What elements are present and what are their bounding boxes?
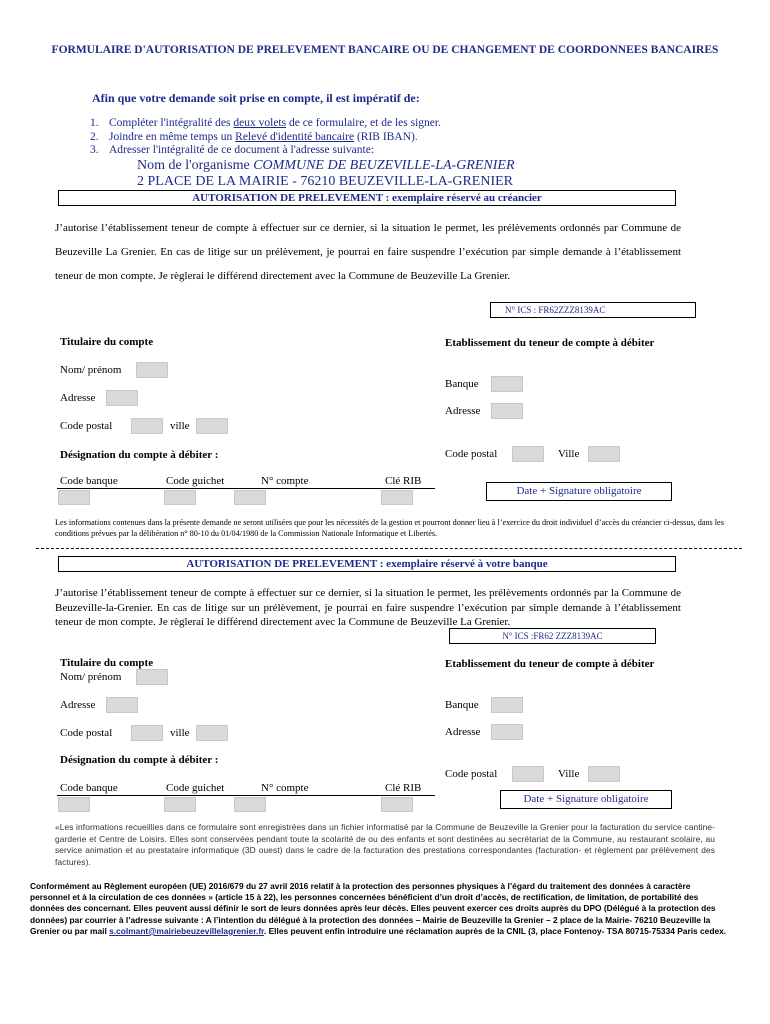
step-2-text: Joindre en même temps un <box>109 130 236 143</box>
creditor-ics-box: N° ICS : FR62ZZZ8139AC <box>490 302 696 318</box>
bank-bank-field[interactable] <box>491 697 523 713</box>
creditor-signature-box[interactable]: Date + Signature obligatoire <box>486 482 672 501</box>
bank-rib-branch-field[interactable] <box>164 797 196 812</box>
creditor-rib-line <box>57 488 435 489</box>
creditor-name-field[interactable] <box>136 362 168 378</box>
creditor-bank-postal-label: Code postal <box>445 448 498 460</box>
creditor-rib-branch-field[interactable] <box>164 490 196 505</box>
cut-line <box>36 548 742 549</box>
creditor-authorization-text: J’autorise l’établissement teneur de compte à effectuer sur ce dernier, si la situation le permet, les prélèvements ordonnés par Commune de Beuzeville La Grenier. En cas de litige sur un prélèvement, je pourrai en faire suspendre l’exécution par simple demande à l’établissement teneur de mon compte. Je règlerai le différend directement avec la Commune de Beuzeville La Grenier. <box>55 222 681 282</box>
organisation-label: Nom de l'organisme <box>137 158 254 173</box>
step-1-num: 1. <box>90 117 99 129</box>
creditor-rib-key-field[interactable] <box>381 490 413 505</box>
gdpr-text-end: . Elles peuvent enfin introduire une réclamation auprès de la CNIL (3, place Fontenoy- TSA 80715-75334 Paris cedex. <box>263 925 727 936</box>
bank-bank-city-label: Ville <box>558 768 580 780</box>
bank-name-label: Nom/ prénom <box>60 671 122 683</box>
gdpr-notice <box>30 881 730 937</box>
bank-city-label: ville <box>170 727 190 739</box>
dpo-email-link[interactable]: s.colmant@mairiebeuzevillelagrenier.fr <box>109 925 264 936</box>
bank-signature-box[interactable]: Date + Signature obligatoire <box>500 790 672 809</box>
bank-bank-address-label: Adresse <box>445 726 481 738</box>
privacy-notice: «Les informations recueillies dans ce formulaire sont enregistrées dans un fichier informatisé par la Commune de Beuzeville la Grenier pour la facturation du service cantine-garderie et Centre de Loisirs. Elles sont conservées pendant toute la scolarité de ou des enfants et sont destinées au secrétariat de la Commune, au restaurant scolaire, au service animation et au prestataire informatique (3D ouest) dans le cadre de la facturation des prestations correspondantes (facturation- et règlement par prélèvement des factures). <box>55 822 715 867</box>
step-1-text-end: de ce formulaire, et de les signer. <box>286 117 441 129</box>
bank-address-field[interactable] <box>106 697 138 713</box>
step-1-underlined: deux volets <box>233 117 287 129</box>
bank-designation: Désignation du compte à débiter : <box>60 754 219 766</box>
creditor-rib-key-label: Clé RIB <box>385 475 422 487</box>
bank-ics-box: N° ICS :FR62 ZZZ8139AC <box>449 628 656 644</box>
form-title: FORMULAIRE D'AUTORISATION DE PRELEVEMENT BANCAIRE OU DE CHANGEMENT DE COORDONNEES BANCAIRES <box>51 44 719 56</box>
creditor-bank-label: Banque <box>445 378 479 390</box>
bank-rib-account-field[interactable] <box>234 797 266 812</box>
bank-bank-title: Etablissement du teneur de compte à débiter <box>445 658 655 670</box>
instruction-steps <box>90 117 441 158</box>
bank-holder-title: Titulaire du compte <box>60 657 154 669</box>
step-3-text: Adresser l'intégralité de ce document à l'adresse suivante: <box>109 144 375 156</box>
creditor-section-header: AUTORISATION DE PRELEVEMENT : exemplaire réservé au créancier <box>58 190 676 206</box>
bank-rib-key-label: Clé RIB <box>385 782 422 794</box>
bank-rib-account-label: N° compte <box>261 782 309 794</box>
organisation-value: COMMUNE DE BEUZEVILLE-LA-GRENIER <box>253 158 515 173</box>
creditor-rib-bank-label: Code banque <box>60 475 118 487</box>
bank-rib-branch-label: Code guichet <box>166 782 225 794</box>
bank-name-field[interactable] <box>136 669 168 685</box>
step-1-text: Compléter l'intégralité des <box>109 117 234 129</box>
creditor-bank-field[interactable] <box>491 376 523 392</box>
step-2-text-end: (RIB IBAN). <box>354 130 418 143</box>
gdpr-text: Conformément au Règlement européen (UE) 2016/679 du 27 avril 2016 relatif à la protection des personnes physiques à l’égard du traitement des données à caractère personnel et à la circulation de ces données » (article 15 à 22), les personnes concernées bénéficient d’un droit d’accès, de rectification, de limitation, de portabilité des données des concernant. Elles peuvent aussi définir le sort de leurs données après leur décès. Elles peuvent exercer ces droits auprès du DPO (Délégué à la protection des données) par courrier à l’adresse suivante : A l’intention du délégué à la protection des données – Mairie de Beuzeville la Grenier – 2 place de la Mairie- 76210 Beuzeville la Grenier ou par mail <box>30 881 716 936</box>
creditor-bank-title: Etablissement du teneur de compte à débiter <box>445 337 655 349</box>
bank-bank-postal-field[interactable] <box>512 766 544 782</box>
creditor-address-field[interactable] <box>106 390 138 406</box>
bank-postal-field[interactable] <box>131 725 163 741</box>
creditor-address-label: Adresse <box>60 392 96 404</box>
creditor-city-label: ville <box>170 420 190 432</box>
creditor-postal-field[interactable] <box>131 418 163 434</box>
creditor-rib-account-field[interactable] <box>234 490 266 505</box>
creditor-bank-postal-field[interactable] <box>512 446 544 462</box>
creditor-bank-address-field[interactable] <box>491 403 523 419</box>
creditor-name-label: Nom/ prénom <box>60 364 122 376</box>
bank-bank-postal-label: Code postal <box>445 768 498 780</box>
bank-authorization-text: J’autorise l’établissement teneur de compte à effectuer sur ce dernier, si la situation le permet, les prélèvements ordonnés par la Commune de Beuzeville-la-Grenier. En cas de litige sur un prélèvement, je pourrai en faire suspendre l’exécution par simple demande à l’établissement teneur de mon compte. Je règlerai le différend directement avec la Commune de Beuzeville La Grenier. <box>55 587 681 628</box>
step-2 <box>90 131 441 145</box>
bank-city-field[interactable] <box>196 725 228 741</box>
bank-rib-line <box>57 795 435 796</box>
bank-section-header: AUTORISATION DE PRELEVEMENT : exemplaire réservé à votre banque <box>58 556 676 572</box>
organisation-name <box>137 158 515 174</box>
bank-rib-bank-field[interactable] <box>58 797 90 812</box>
bank-rib-key-field[interactable] <box>381 797 413 812</box>
creditor-postal-label: Code postal <box>60 420 113 432</box>
creditor-designation: Désignation du compte à débiter : <box>60 449 219 461</box>
step-2-num: 2. <box>90 130 99 143</box>
bank-postal-label: Code postal <box>60 727 113 739</box>
bank-bank-city-field[interactable] <box>588 766 620 782</box>
creditor-bank-city-field[interactable] <box>588 446 620 462</box>
bank-rib-bank-label: Code banque <box>60 782 118 794</box>
step-1 <box>90 117 441 131</box>
bank-bank-label: Banque <box>445 699 479 711</box>
organisation-address: 2 PLACE DE LA MAIRIE - 76210 BEUZEVILLE-LA-GRENIER <box>137 174 514 189</box>
step-3-num: 3. <box>90 144 99 156</box>
step-3 <box>90 144 441 158</box>
step-2-underlined: Relevé d'identité bancaire <box>235 130 355 143</box>
bank-address-label: Adresse <box>60 699 96 711</box>
creditor-rib-branch-label: Code guichet <box>166 475 225 487</box>
bank-bank-address-field[interactable] <box>491 724 523 740</box>
creditor-rib-account-label: N° compte <box>261 475 309 487</box>
creditor-rib-bank-field[interactable] <box>58 490 90 505</box>
creditor-bank-city-label: Ville <box>558 448 580 460</box>
intro-text: Afin que votre demande soit prise en compte, il est impératif de: <box>92 91 420 105</box>
creditor-legal-notice: Les informations contenues dans la présente demande ne seront utilisées que pour les nécessités de la gestion et pourront donner lieu à l’exercice du droit individuel d’accès du créancier ci-dessus, dans les conditions prévues par la délibération n° 80-10 du 01/04/1980 de la Commission Nationale Informatique et Libertés. <box>55 518 724 538</box>
creditor-holder-title: Titulaire du compte <box>60 336 154 348</box>
creditor-bank-address-label: Adresse <box>445 405 481 417</box>
creditor-city-field[interactable] <box>196 418 228 434</box>
